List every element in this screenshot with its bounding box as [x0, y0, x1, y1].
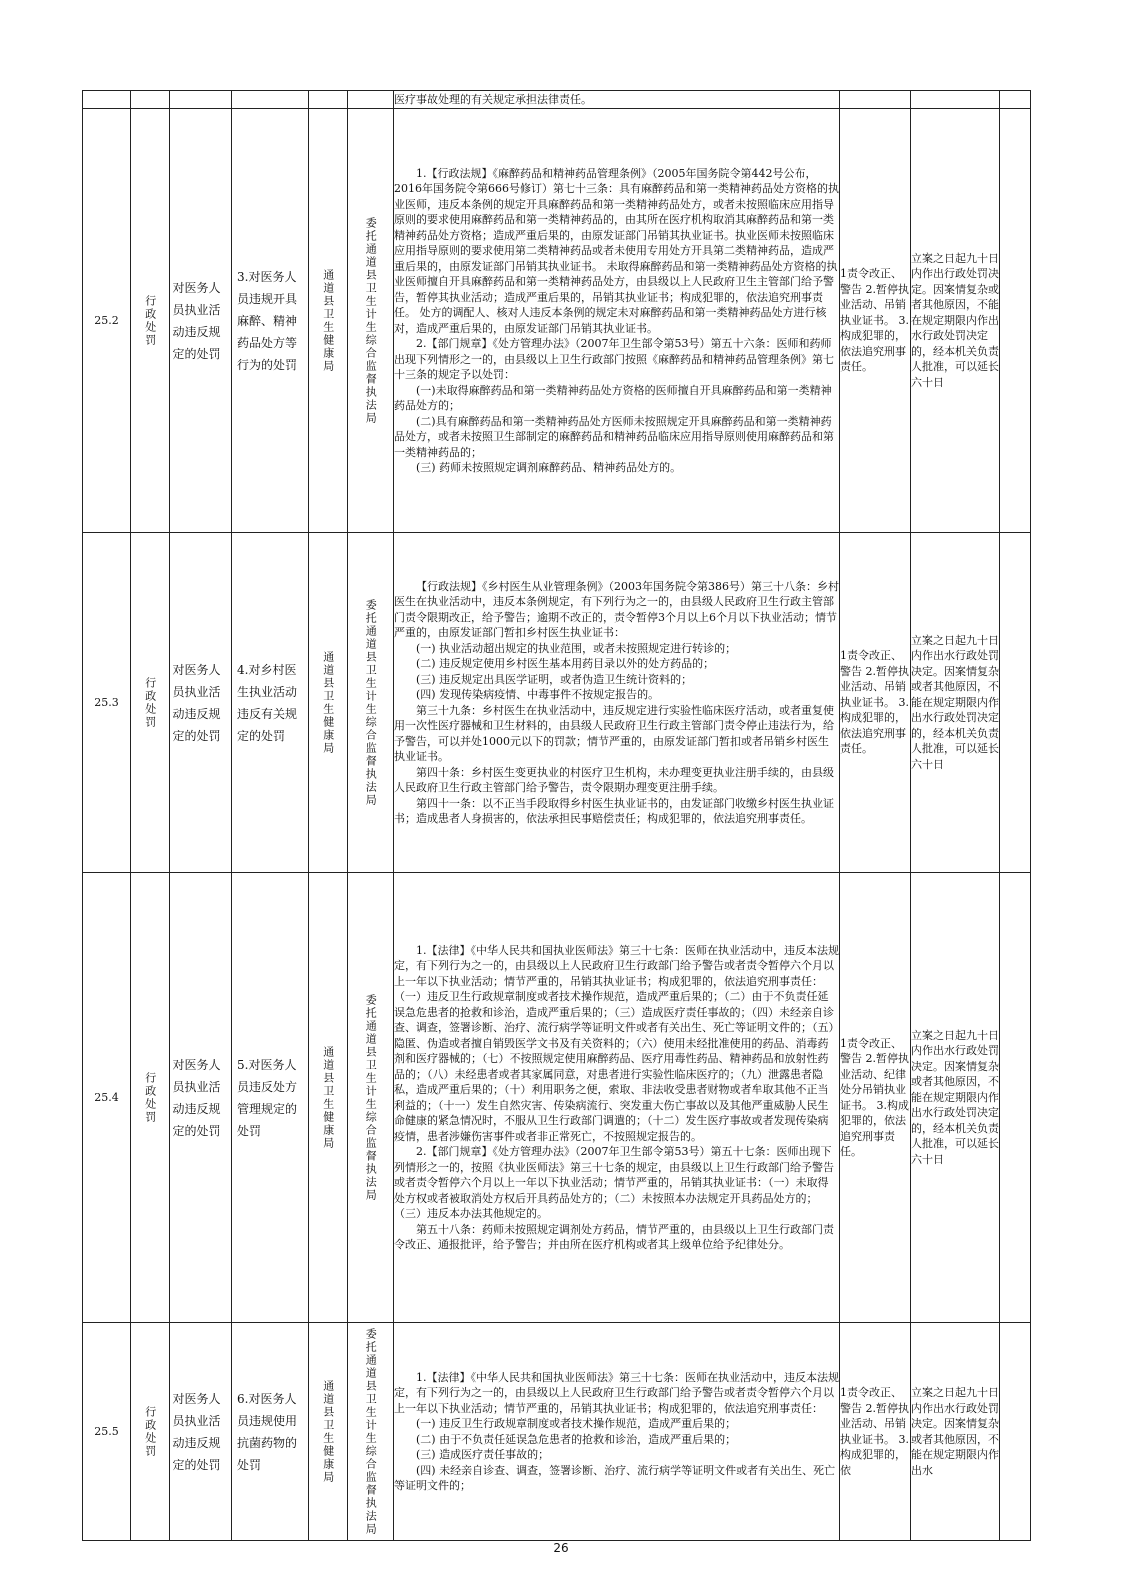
- time-limit-cell: [911, 873, 1000, 1323]
- item-text: 对医务人员执业活动违反规定的处罚: [172, 1057, 221, 1138]
- subitem-cell: [232, 873, 309, 1323]
- subitem-cell: [232, 109, 309, 533]
- cell-empty: [1000, 873, 1031, 1323]
- cell-empty: [1000, 533, 1031, 873]
- time-limit-text: 立案之日起九十日内作出水行政处罚决定。因案情复杂或者其他原因，不能在规定期限内作出水行政处罚决定的，经本机关负责人批准，可以延长六十日: [911, 633, 999, 771]
- item-number: 25.3: [83, 533, 131, 873]
- responsibility-text: 1责令改正、警告 2.暂停执业活动、吊销执业证书。 3.构成犯罪的，依法追究刑事责任。: [840, 649, 909, 756]
- item-number: 25.2: [83, 109, 131, 533]
- basis-paragraph: (一) 违反卫生行政规章制度或者技术操作规范，造成严重后果的；: [416, 1417, 737, 1430]
- responsibility-text: 1责令改正、警告 2.暂停执业活动、纪律处分吊销执业证书。 3.构成犯罪的，依法追究刑事责任。: [840, 1036, 909, 1158]
- enforcement-table: [82, 90, 1031, 1541]
- responsibility-text: 1责令改正、警告 2.暂停执业活动、吊销执业证书。 3.构成犯罪的，依法追究刑事责任。: [840, 267, 909, 374]
- basis-paragraph: 第四十一条：以不正当手段取得乡村医生执业证书的，由发证部门收缴乡村医生执业证书；造成患者人身损害的，依法承担民事赔偿责任；构成犯罪的，依法追究刑事责任。: [394, 796, 834, 825]
- basis-paragraph: 1.【法律】《中华人民共和国执业医师法》第三十七条：医师在执业活动中，违反本法规定，有下列行为之一的，由县级以上人民政府卫生行政部门给予警告或者责令暂停六个月以上一年以下执业活动；情节严重的，吊销其执业证书；构成犯罪的，依法追究刑事责任：（一）违反卫生行政规章制度或者技术操作规范，造成严重后果的；（二）由于不负责任延误急危患者的抢救和诊治，造成严重后果的；（三）造成医疗责任事故的；（四）未经亲自诊查、调查，签署诊断、治疗、流行病学等证明文件或者有关出生、死亡等证明文件的；（五）隐匿、伪造或者擅自销毁医学文书及有关资料的；（六）使用未经批准使用的药品、消毒药剂和医疗器械的；（七）不按照规定使用麻醉药品、医疗用毒性药品、精神药品和放射性药品的；（八）未经患者或者其家属同意，对患者进行实验性临床医疗的；（九）泄露患者隐私，造成严重后果的；（十）利用职务之便，索取、非法收受患者财物或者牟取其他不正当利益的；（十一）发生自然灾害、传染病流行、突发重大伤亡事故以及其他严重威胁人民生命健康的紧急情况时，不服从卫生行政部门调遣的；（十二）发生医疗事故或者发现传染病疫情，患者涉嫌伤害事件或者非正常死亡，不按照规定报告的。: [394, 943, 839, 1143]
- item-text: 对医务人员执业活动违反规定的处罚: [172, 662, 221, 743]
- executor-text: 委托通道县卫生计生综合监督执法局: [364, 216, 378, 425]
- item-number: 25.5: [83, 1323, 131, 1541]
- subitem-text: 4.对乡村医生执业活动违反有关规定的处罚: [237, 662, 298, 743]
- executor-cell: [348, 1323, 394, 1541]
- basis-paragraph: (四) 未经亲自诊查、调查，签署诊断、治疗、流行病学等证明文件或者有关出生、死亡等证明文件的；: [394, 1463, 836, 1492]
- category-text: 行政处罚: [143, 1405, 157, 1458]
- cell-empty: [911, 91, 1000, 109]
- org-cell: [309, 1323, 348, 1541]
- subitem-text: 6.对医务人员违规使用抗菌药物的处罚: [237, 1391, 298, 1472]
- category-text: 行政处罚: [143, 294, 157, 347]
- legal-basis-cell: [394, 1323, 840, 1541]
- cell-empty: [83, 91, 131, 109]
- item-cell: [170, 873, 232, 1323]
- basis-paragraph: (二)具有麻醉药品和第一类精神药品处方医师未按照规定开具麻醉药品和第一类精神药品处方，或者未按照卫生部制定的麻醉药品和精神药品临床应用指导原则使用麻醉药品和第一类精神药品的；: [394, 414, 834, 459]
- category-text: 行政处罚: [143, 1071, 157, 1124]
- subitem-cell: [232, 533, 309, 873]
- org-text: 通道县卫生健康局: [321, 268, 335, 373]
- table-row: [83, 1323, 1031, 1541]
- time-limit-text: 立案之日起九十日内作出水行政处罚决定。因案情复杂或者其他原因，不能在规定期限内作出水行政处罚决定的，经本机关负责人批准，可以延长六十日: [911, 1028, 999, 1166]
- cell-empty: [170, 91, 232, 109]
- cell-empty: [840, 91, 911, 109]
- basis-paragraph: (三) 造成医疗责任事故的；: [416, 1448, 550, 1461]
- cell-empty: [309, 91, 348, 109]
- executor-cell: [348, 533, 394, 873]
- basis-paragraph: (三) 药师未按照规定调剂麻醉药品、精神药品处方的。: [416, 461, 682, 474]
- basis-paragraph: 【行政法规】《乡村医生从业管理条例》（2003年国务院令第386号）第三十八条：乡村医生在执业活动中，违反本条例规定，有下列行为之一的，由县级人民政府卫生行政主管部门责令限期改正，给予警告；逾期不改正的，责令暂停3个月以上6个月以下执业活动；情节严重的，由原发证部门暂扣乡村医生执业证书：: [394, 579, 839, 639]
- item-cell: [170, 533, 232, 873]
- time-limit-cell: [911, 533, 1000, 873]
- category-cell: [131, 1323, 170, 1541]
- basis-paragraph: (一)未取得麻醉药品和第一类精神药品处方资格的医师擅自开具麻醉药品和第一类精神药品处方的；: [394, 383, 832, 412]
- cell-empty: [1000, 1323, 1031, 1541]
- table-row: [83, 109, 1031, 533]
- legal-basis-cell: [394, 533, 840, 873]
- basis-paragraph: (一) 执业活动超出规定的执业范围，或者未按照规定进行转诊的；: [416, 641, 737, 655]
- executor-text: 委托通道县卫生计生综合监督执法局: [364, 598, 378, 807]
- basis-paragraph: 2.【部门规章】《处方管理办法》（2007年卫生部令第53号）第五十七条：医师出现下列情形之一的，按照《执业医师法》第三十七条的规定，由县级以上卫生行政部门给予警告或者责令暂停六个月以上一年以下执业活动；情节严重的，吊销其执业证书：（一）未取得处方权或者被取消处方权后开具药品处方的；（二）未按照本办法规定开具药品处方的；（三）违反本办法其他规定的。: [394, 1145, 834, 1220]
- subitem-text: 5.对医务人员违反处方管理规定的处罚: [237, 1057, 298, 1138]
- table-row: [83, 91, 1031, 109]
- responsibility-cell: [840, 1323, 911, 1541]
- category-text: 行政处罚: [143, 676, 157, 729]
- executor-text: 委托通道县卫生计生综合监督执法局: [364, 1327, 378, 1536]
- subitem-cell: [232, 1323, 309, 1541]
- item-cell: [170, 109, 232, 533]
- basis-paragraph: (二) 违反规定使用乡村医生基本用药目录以外的处方药品的；: [416, 657, 715, 670]
- legal-basis-cell: [394, 91, 840, 109]
- item-cell: [170, 1323, 232, 1541]
- subitem-text: 3.对医务人员违规开具麻醉、精神药品处方等行为的处罚: [237, 269, 298, 372]
- item-text: 对医务人员执业活动违反规定的处罚: [172, 1391, 221, 1472]
- cell-empty: [131, 91, 170, 109]
- cell-empty: [1000, 91, 1031, 109]
- cell-empty: [232, 91, 309, 109]
- basis-paragraph: (四) 发现传染病疫情、中毒事件不按规定报告的。: [416, 688, 660, 701]
- org-cell: [309, 109, 348, 533]
- basis-paragraph: 2.【部门规章】《处方管理办法》（2007年卫生部令第53号）第五十六条：医师和药师出现下列情形之一的，由县级以上卫生行政部门按照《麻醉药品和精神药品管理条例》第七十三条的规定予以处罚：: [394, 337, 834, 381]
- time-limit-text: 立案之日起九十日内作出水行政处罚决定。因案情复杂或者其他原因，不能在规定期限内作出水: [911, 1386, 999, 1477]
- org-text: 通道县卫生健康局: [321, 650, 335, 755]
- responsibility-cell: [840, 873, 911, 1323]
- table-row: [83, 533, 1031, 873]
- cell-empty: [348, 91, 394, 109]
- category-cell: [131, 109, 170, 533]
- executor-cell: [348, 873, 394, 1323]
- legal-basis-cell: [394, 109, 840, 533]
- legal-basis-cell: [394, 873, 840, 1323]
- legal-basis-text: 医疗事故处理的有关规定承担法律责任。: [394, 92, 592, 106]
- page-number: 26: [553, 1541, 569, 1555]
- org-cell: [309, 533, 348, 873]
- cell-empty: [1000, 109, 1031, 533]
- basis-paragraph: 第五十八条：药师未按照规定调剂处方药品，情节严重的，由县级以上卫生行政部门责令改正、通报批评，给予警告；并由所在医疗机构或者其上级单位给予纪律处分。: [394, 1222, 834, 1251]
- basis-paragraph: 1.【行政法规】《麻醉药品和精神药品管理条例》（2005年国务院令第442号公布，2016年国务院令第666号修订）第七十三条：具有麻醉药品和第一类精神药品处方资格的执业医师，违反本条例的规定开具麻醉药品和第一类精神药品处方，或者未按照临床应用指导原则的要求使用麻醉药品和第一类精神药品的，由其所在医疗机构取消其麻醉药品和第一类精神药品处方资格；造成严重后果的，由原发证部门吊销其执业证书。执业医师未按照临床应用指导原则的要求使用第二类精神药品或者未使用专用处方开具第二类精神药品，造成严重后果的，由原发证部门吊销其执业证书。 未取得麻醉药品和第一类精神药品处方资格的执业医师擅自开具麻醉药品和第一类精神药品处方，由县级以上人民政府卫生主管部门给予警告，暂停其执业活动；造成严重后果的，吊销其执业证书；构成犯罪的，依法追究刑事责任。 处方的调配人、核对人违反本条例的规定未对麻醉药品和第一类精神药品处方进行核对，造成严重后果的，由原发证部门吊销其执业证书。: [394, 166, 839, 335]
- basis-paragraph: 第三十九条：乡村医生在执业活动中，违反规定进行实验性临床医疗活动，或者重复使用一次性医疗器械和卫生材料的，由县级人民政府卫生行政主管部门责令停止违法行为，给予警告，可以并处1000元以下的罚款；情节严重的，由原发证部门暂扣或者吊销乡村医生执业证书。: [394, 703, 834, 763]
- responsibility-text: 1责令改正、警告 2.暂停执业活动、吊销执业证书。 3.构成犯罪的，依: [840, 1386, 909, 1477]
- time-limit-cell: [911, 109, 1000, 533]
- table-row: [83, 873, 1031, 1323]
- org-text: 通道县卫生健康局: [321, 1045, 335, 1150]
- org-text: 通道县卫生健康局: [321, 1379, 335, 1484]
- basis-paragraph: 第四十条：乡村医生变更执业的村医疗卫生机构，未办理变更执业注册手续的，由县级人民政府卫生行政主管部门给予警告，责令限期办理变更注册手续。: [394, 765, 834, 794]
- category-cell: [131, 873, 170, 1323]
- executor-cell: [348, 109, 394, 533]
- basis-paragraph: 1.【法律】《中华人民共和国执业医师法》第三十七条：医师在执业活动中，违反本法规定，有下列行为之一的，由县级以上人民政府卫生行政部门给予警告或者责令暂停六个月以上一年以下执业活动；情节严重的，吊销其执业证书；构成犯罪的，依法追究刑事责任：: [394, 1370, 839, 1415]
- executor-text: 委托通道县卫生计生综合监督执法局: [364, 993, 378, 1202]
- responsibility-cell: [840, 109, 911, 533]
- org-cell: [309, 873, 348, 1323]
- item-number: 25.4: [83, 873, 131, 1323]
- basis-paragraph: (二) 由于不负责任延误急危患者的抢救和诊治，造成严重后果的；: [416, 1432, 737, 1446]
- basis-paragraph: (三) 违反规定出具医学证明，或者伪造卫生统计资料的；: [416, 672, 693, 686]
- item-text: 对医务人员执业活动违反规定的处罚: [172, 280, 221, 361]
- time-limit-text: 立案之日起九十日内作出行政处罚决定。因案情复杂或者其他原因，不能在规定期限内作出水行政处罚决定的，经本机关负责人批准，可以延长六十日: [911, 251, 999, 389]
- time-limit-cell: [911, 1323, 1000, 1541]
- responsibility-cell: [840, 533, 911, 873]
- category-cell: [131, 533, 170, 873]
